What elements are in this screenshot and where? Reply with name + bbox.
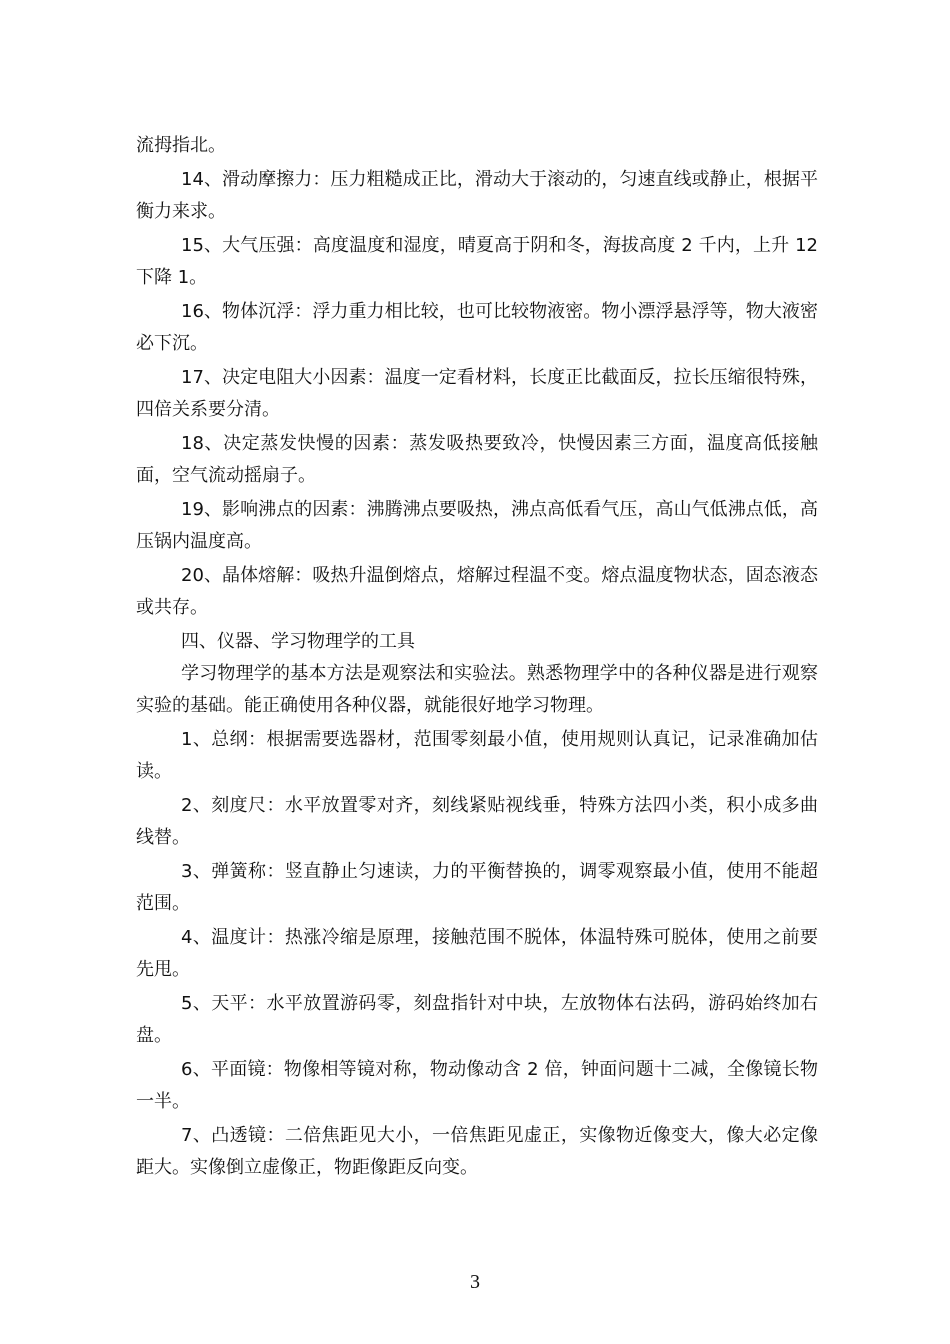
paragraph-item-17: 17、决定电阻大小因素：温度一定看材料，长度正比截面反，拉长压缩很特殊，四倍关系要分清。 <box>136 367 818 420</box>
page-number: 3 <box>470 1271 480 1293</box>
paragraph-intro: 学习物理学的基本方法是观察法和实验法。熟悉物理学中的各种仪器是进行观察实验的基础。能正确使用各种仪器，就能很好地学习物理。 <box>136 663 818 716</box>
paragraph-item-18: 18、决定蒸发快慢的因素：蒸发吸热要致冷，快慢因素三方面，温度高低接触面，空气流动摇扇子。 <box>136 433 818 486</box>
paragraph-item-14: 14、滑动摩擦力：压力粗糙成正比，滑动大于滚动的，匀速直线或静止，根据平衡力来求。 <box>136 169 818 222</box>
document-body <box>136 130 818 1186</box>
paragraph-item-19: 19、影响沸点的因素：沸腾沸点要吸热，沸点高低看气压，高山气低沸点低，高压锅内温度高。 <box>136 499 818 552</box>
paragraph-instrument-4: 4、温度计：热涨冷缩是原理，接触范围不脱体，体温特殊可脱体，使用之前要先甩。 <box>136 927 818 980</box>
section-heading: 四、仪器、学习物理学的工具 <box>181 631 415 652</box>
paragraph-item-16: 16、物体沉浮：浮力重力相比较，也可比较物液密。物小漂浮悬浮等，物大液密必下沉。 <box>136 301 818 354</box>
paragraph-instrument-5: 5、天平：水平放置游码零，刻盘指针对中块，左放物体右法码，游码始终加右盘。 <box>136 993 818 1046</box>
paragraph-instrument-6: 6、平面镜：物像相等镜对称，物动像动含 2 倍，钟面问题十二减，全像镜长物一半。 <box>136 1059 818 1112</box>
paragraph-continuation: 流拇指北。 <box>136 135 226 156</box>
paragraph-instrument-3: 3、弹簧称：竖直静止匀速读，力的平衡替换的，调零观察最小值，使用不能超范围。 <box>136 861 818 914</box>
paragraph-item-20: 20、晶体熔解：吸热升温倒熔点，熔解过程温不变。熔点温度物状态，固态液态或共存。 <box>136 565 818 618</box>
paragraph-instrument-1: 1、总纲：根据需要选器材，范围零刻最小值，使用规则认真记，记录准确加估读。 <box>136 729 818 782</box>
paragraph-instrument-2: 2、刻度尺：水平放置零对齐，刻线紧贴视线垂，特殊方法四小类，积小成多曲线替。 <box>136 795 818 848</box>
paragraph-instrument-7: 7、凸透镜：二倍焦距见大小，一倍焦距见虚正，实像物近像变大，像大必定像距大。实像倒立虚像正，物距像距反向变。 <box>136 1125 818 1178</box>
paragraph-item-15: 15、大气压强：高度温度和湿度，晴夏高于阴和冬，海拔高度 2 千内，上升 12 下降 1。 <box>136 235 818 288</box>
